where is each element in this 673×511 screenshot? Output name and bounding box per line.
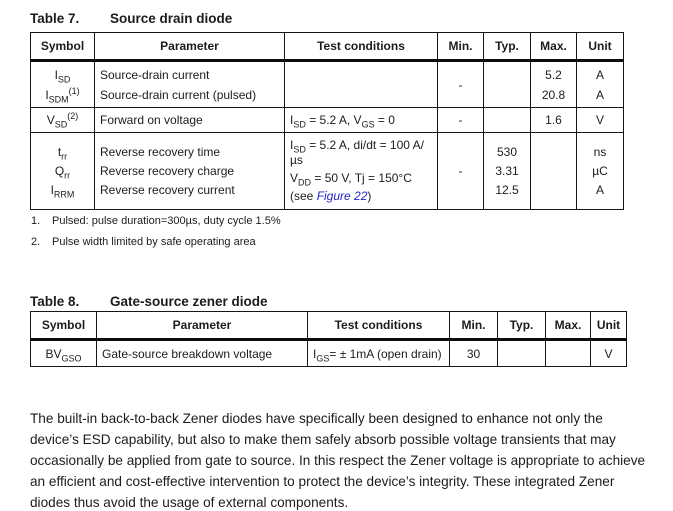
cell-line: Forward on voltage bbox=[100, 113, 203, 127]
cell-min: 30 bbox=[450, 340, 498, 367]
cell-typ bbox=[484, 108, 531, 133]
cell-parameter bbox=[97, 340, 308, 367]
column-header-test-conditions: Test conditions bbox=[285, 33, 438, 61]
column-header-test-conditions: Test conditions bbox=[308, 312, 450, 340]
text-run: (see bbox=[290, 189, 317, 203]
table-row bbox=[31, 340, 627, 367]
cell-line: Reverse recovery current bbox=[100, 182, 235, 197]
column-header-min: Min. bbox=[438, 33, 484, 61]
column-header-parameter: Parameter bbox=[95, 33, 285, 61]
cell-symbol bbox=[31, 61, 95, 108]
cell-line: Gate-source breakdown voltage bbox=[102, 346, 273, 361]
subscript: SD bbox=[293, 144, 306, 155]
cell-symbol bbox=[31, 108, 95, 133]
column-header-typ: Typ. bbox=[498, 312, 546, 340]
cell-line bbox=[36, 65, 89, 85]
cell-max bbox=[531, 61, 577, 108]
column-header-symbol: Symbol bbox=[31, 33, 95, 61]
cell-line: 12.5 bbox=[495, 182, 519, 197]
column-header-max: Max. bbox=[546, 312, 591, 340]
text-run: I bbox=[50, 182, 54, 197]
subscript: RRM bbox=[53, 188, 75, 199]
text-run: ) bbox=[367, 189, 372, 203]
cell-line bbox=[36, 344, 91, 364]
cell-typ bbox=[498, 340, 546, 367]
cell-test-conditions bbox=[285, 61, 438, 108]
superscript: (2) bbox=[67, 111, 79, 121]
cell-line bbox=[36, 85, 89, 105]
cell-line bbox=[36, 181, 89, 200]
subscript: SD bbox=[57, 73, 71, 84]
cell-line: 530 bbox=[496, 144, 518, 159]
text-run: I bbox=[290, 138, 294, 152]
table7-source-drain-diode bbox=[30, 32, 624, 210]
cell-line bbox=[36, 110, 89, 130]
cell-typ bbox=[484, 61, 531, 108]
cell-line: V bbox=[604, 346, 613, 361]
text-run: BV bbox=[45, 346, 62, 361]
text-run: Q bbox=[54, 163, 65, 178]
column-header-max: Max. bbox=[531, 33, 577, 61]
subscript: GSO bbox=[61, 352, 82, 363]
cell-line: Source-drain current bbox=[100, 67, 210, 82]
table7-header-row bbox=[31, 33, 624, 61]
cell-line bbox=[36, 143, 89, 162]
text-run: = 5.2 A, di/dt = 100 A/µs bbox=[290, 138, 424, 167]
column-header-min: Min. bbox=[450, 312, 498, 340]
cell-line: A bbox=[595, 87, 604, 102]
cell-line: Reverse recovery charge bbox=[100, 163, 235, 178]
cell-unit bbox=[577, 133, 624, 210]
column-header-typ: Typ. bbox=[484, 33, 531, 61]
subscript: SD bbox=[54, 119, 68, 130]
cell-unit bbox=[577, 108, 624, 133]
cell-unit bbox=[577, 61, 624, 108]
text-run: I bbox=[45, 87, 49, 102]
table8-gate-source-zener-diode bbox=[30, 311, 627, 367]
cell-line: 5.2 bbox=[545, 67, 562, 82]
column-header-unit: Unit bbox=[591, 312, 627, 340]
subscript: GS bbox=[361, 119, 375, 130]
text-run: I bbox=[54, 67, 58, 82]
cell-line bbox=[313, 344, 444, 364]
text-run: = 0 bbox=[374, 113, 395, 127]
text-run: t bbox=[57, 144, 62, 159]
cell-line bbox=[290, 138, 432, 168]
cell-line: µC bbox=[592, 163, 608, 178]
cell-line bbox=[36, 162, 89, 181]
cell-test-conditions bbox=[285, 133, 438, 210]
cell-test-conditions bbox=[308, 340, 450, 367]
cell-line bbox=[290, 189, 432, 204]
subscript: SDM bbox=[48, 93, 69, 104]
cell-symbol bbox=[31, 340, 97, 367]
footnote-text: Pulsed: pulse duration=300µs, duty cycle 1.5% bbox=[52, 215, 281, 227]
text-run: I bbox=[290, 113, 294, 127]
footnote-number: 2. bbox=[31, 236, 41, 248]
cell-line: A bbox=[595, 182, 604, 197]
table8-caption bbox=[30, 294, 268, 309]
subscript: GS bbox=[316, 352, 330, 363]
cell-line: V bbox=[595, 113, 604, 127]
cell-line: A bbox=[595, 67, 604, 82]
cell-unit bbox=[591, 340, 627, 367]
table8-caption-title: Gate-source zener diode bbox=[110, 294, 268, 309]
table7-caption bbox=[30, 11, 232, 26]
cell-line: Source-drain current (pulsed) bbox=[100, 87, 257, 102]
text-run: I bbox=[313, 346, 317, 361]
table8-caption-label: Table 8. bbox=[30, 294, 80, 309]
text-run: = 5.2 A, V bbox=[305, 113, 362, 127]
cell-max bbox=[546, 340, 591, 367]
cell-line: 1.6 bbox=[545, 113, 562, 127]
cell-parameter bbox=[95, 133, 285, 210]
figure-22-link[interactable]: Figure 22 bbox=[316, 189, 368, 203]
cell-symbol bbox=[31, 133, 95, 210]
table-row bbox=[31, 133, 624, 210]
cell-line: Reverse recovery time bbox=[100, 144, 221, 159]
text-run: V bbox=[46, 113, 55, 127]
footnote-2 bbox=[31, 236, 281, 248]
superscript: (1) bbox=[68, 85, 80, 96]
text-run: = 50 V, Tj = 150°C bbox=[311, 171, 412, 185]
cell-parameter bbox=[95, 61, 285, 108]
subscript: DD bbox=[298, 177, 312, 188]
cell-line: 20.8 bbox=[541, 87, 566, 102]
footnote-number: 1. bbox=[31, 215, 41, 227]
cell-max bbox=[531, 108, 577, 133]
cell-parameter bbox=[95, 108, 285, 133]
column-header-symbol: Symbol bbox=[31, 312, 97, 340]
cell-min: - bbox=[438, 133, 484, 210]
footnote-1 bbox=[31, 215, 281, 227]
cell-min: - bbox=[438, 108, 484, 133]
table7-caption-title: Source drain diode bbox=[110, 11, 233, 26]
cell-typ bbox=[484, 133, 531, 210]
text-run: V bbox=[290, 171, 299, 185]
cell-max bbox=[531, 133, 577, 210]
column-header-parameter: Parameter bbox=[97, 312, 308, 340]
footnote-text: Pulse width limited by safe operating area bbox=[52, 236, 256, 248]
cell-line: 3.31 bbox=[495, 163, 519, 178]
subscript: rr bbox=[61, 150, 68, 161]
subscript: rr bbox=[64, 169, 71, 180]
cell-line bbox=[290, 171, 432, 186]
subscript: SD bbox=[293, 119, 306, 130]
column-header-unit: Unit bbox=[577, 33, 624, 61]
table7-footnotes bbox=[31, 215, 281, 257]
table8-header-row bbox=[31, 312, 627, 340]
cell-min: - bbox=[438, 61, 484, 108]
text-run: = ± 1mA (open drain) bbox=[329, 346, 442, 361]
zener-description-paragraph: The built-in back-to-back Zener diodes have specifically been designed to enhance not only the device’s ESD capability, but also to make them safely absorb possible voltage transients that may occasionally be applied from gate to source. In this respect the Zener voltage is appropriate to achieve an efficient and cost-effective intervention to protect the device’s integrity. These integrated Zener diodes thus avoid the usage of external components. bbox=[30, 410, 646, 510]
cell-test-conditions bbox=[285, 108, 438, 133]
table7-caption-label: Table 7. bbox=[30, 11, 80, 26]
cell-line: ns bbox=[593, 144, 607, 159]
cell-line bbox=[290, 110, 432, 130]
table-row bbox=[31, 108, 624, 133]
table-row bbox=[31, 61, 624, 108]
